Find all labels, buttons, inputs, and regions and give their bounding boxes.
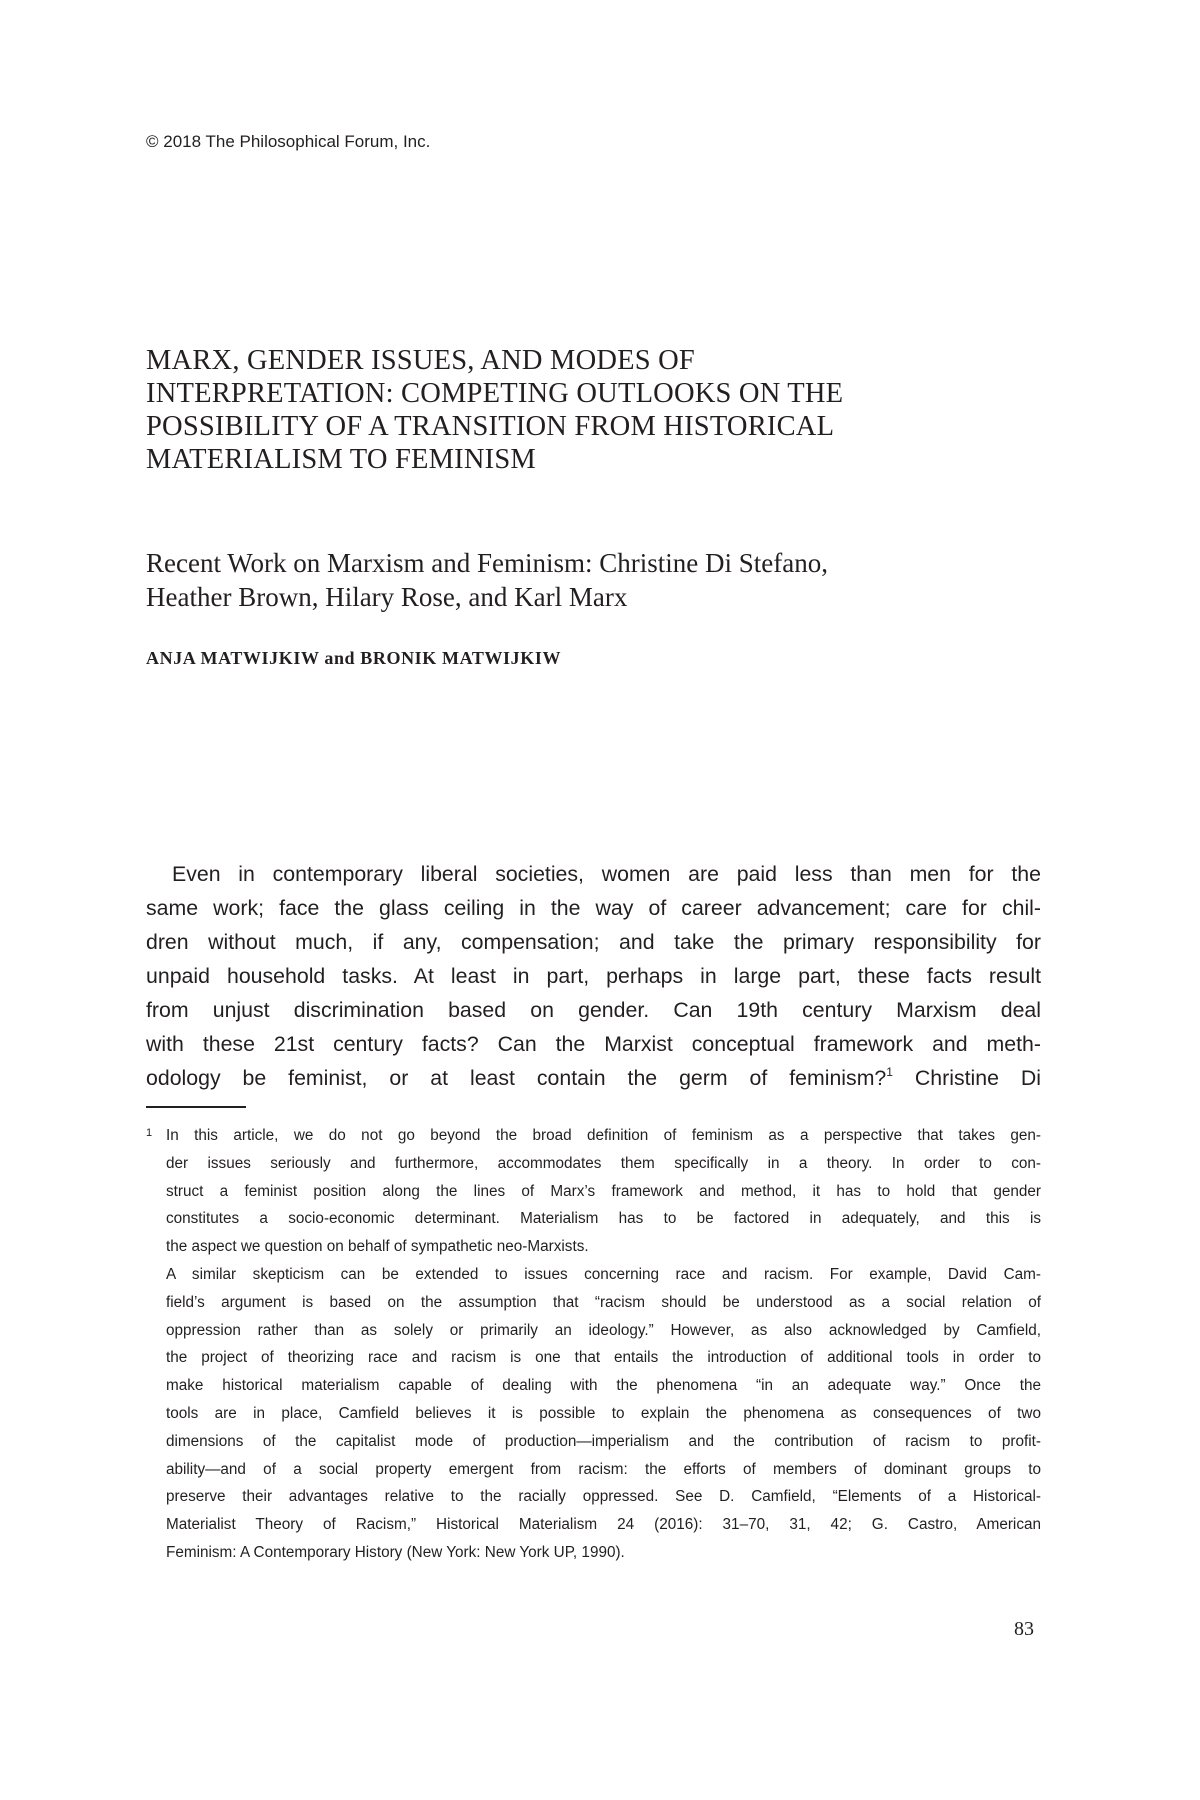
footnote-line: Feminism: A Contemporary History (New York: New York UP, 1990). — [166, 1543, 625, 1561]
body-paragraph — [146, 857, 1041, 1095]
footnote-line: oppression rather than as solely or primarily an ideology.” However, as also acknowledged by Camfield, — [166, 1321, 1041, 1339]
footnote-mark: 1 — [146, 1127, 153, 1139]
title-line: POSSIBILITY OF A TRANSITION FROM HISTORICAL — [146, 411, 835, 442]
page-number: 83 — [1014, 1618, 1034, 1640]
footnote-line: the aspect we question on behalf of sympathetic neo-Marxists. — [166, 1238, 589, 1256]
footnote-line: preserve their advantages relative to the racially oppressed. See D. Camfield, “Elements of a Historical- — [166, 1488, 1041, 1506]
footnote-line: the project of theorizing race and racism is one that entails the introduction of additional tools in order to — [166, 1349, 1041, 1367]
footnote-line: In this article, we do not go beyond the broad definition of feminism as a perspective that takes gen- — [166, 1127, 1041, 1144]
title-line: MARX, GENDER ISSUES, AND MODES OF — [146, 345, 695, 376]
article-title — [146, 344, 1056, 476]
footnote-line: Materialist Theory of Racism,” Historical Materialism 24 (2016): 31–70, 31, 42; G. Castro, American — [166, 1516, 1041, 1534]
footnote-divider — [146, 1106, 246, 1108]
body-line: from unjust discrimination based on gender. Can 19th century Marxism deal — [146, 998, 1041, 1022]
footnote-line: struct a feminist position along the lines of Marx’s framework and method, it has to hold that gender — [166, 1182, 1041, 1200]
copyright-notice: © 2018 The Philosophical Forum, Inc. — [146, 132, 431, 151]
footnote-line: A similar skepticism can be extended to issues concerning race and racism. For example, David Cam- — [166, 1265, 1041, 1283]
footnote-1-paragraph-1 — [146, 1122, 1041, 1261]
footnote-line: dimensions of the capitalist mode of production—imperialism and the contribution of racism to profit- — [166, 1432, 1041, 1450]
footnote-1-paragraph-2 — [146, 1261, 1041, 1567]
footnote-line: constitutes a socio-economic determinant. Materialism has to be factored in adequately, and this is — [166, 1210, 1041, 1228]
footnote-line: der issues seriously and furthermore, accommodates them specifically in a theory. In order to con- — [166, 1154, 1041, 1172]
body-line: dren without much, if any, compensation; and take the primary responsibility for — [146, 930, 1041, 954]
body-line: unpaid household tasks. At least in part, perhaps in large part, these facts result — [146, 964, 1041, 988]
footnote-line: tools are in place, Camfield believes it is possible to explain the phenomena as consequences of two — [166, 1404, 1041, 1422]
footnote-reference[interactable]: 1 — [886, 1065, 893, 1079]
title-line: INTERPRETATION: COMPETING OUTLOOKS ON THE — [146, 378, 844, 409]
body-line-with-footnote — [146, 1061, 1041, 1095]
article-subtitle — [146, 546, 1076, 614]
title-line: MATERIALISM TO FEMINISM — [146, 444, 536, 475]
subtitle-line: Heather Brown, Hilary Rose, and Karl Marx — [146, 582, 628, 612]
footnote-line: make historical materialism capable of dealing with the phenomena “in an adequate way.” Once the — [166, 1377, 1041, 1395]
body-line-text: odology be feminist, or at least contain the germ of feminism? — [146, 1066, 887, 1090]
body-line-tail: Christine Di — [892, 1066, 1041, 1090]
body-line: Even in contemporary liberal societies, women are paid less than men for the — [172, 862, 1041, 886]
footnote-line: field’s argument is based on the assumption that “racism should be understood as a social relation of — [166, 1293, 1041, 1311]
body-line: with these 21st century facts? Can the Marxist conceptual framework and meth- — [146, 1032, 1041, 1056]
subtitle-line: Recent Work on Marxism and Feminism: Christine Di Stefano, — [146, 548, 829, 578]
author-byline: ANJA MATWIJKIW and BRONIK MATWIJKIW — [146, 648, 562, 668]
body-line: same work; face the glass ceiling in the way of career advancement; care for chil- — [146, 896, 1041, 920]
footnote-line: ability—and of a social property emergent from racism: the efforts of members of dominant groups to — [166, 1460, 1041, 1478]
footnotes-section — [146, 1122, 1041, 1567]
